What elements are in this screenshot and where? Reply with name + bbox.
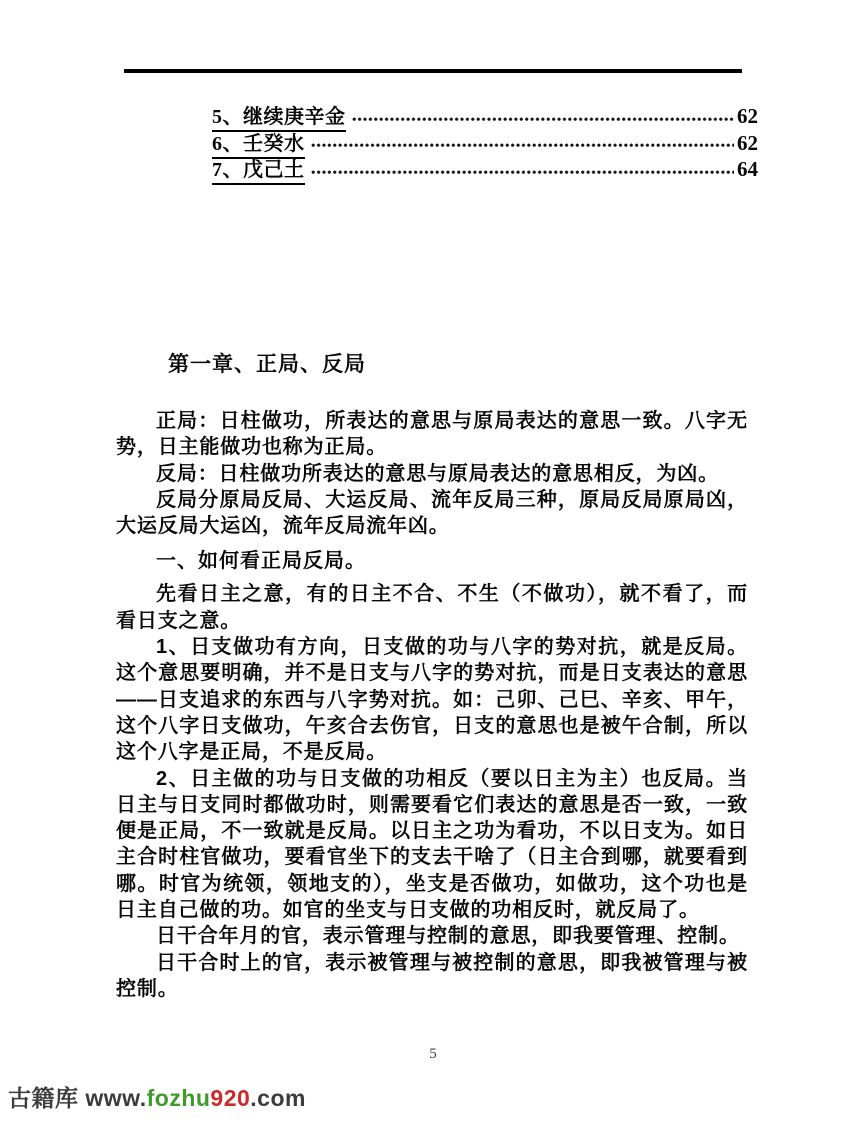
paragraph: 日干合年月的官，表示管理与控制的意思，即我要管理、控制。 [156,925,740,948]
watermark-brand-red: 920 [210,1085,251,1111]
paragraph: 日干合时上的官，表示被管理与被控制的意思，即我被管理与被控制。 [116,951,748,1000]
toc-page-number: 62 [737,104,758,128]
chapter-heading: 第一章、正局、反局 [168,353,366,376]
paragraph: 先看日主之意，有的日主不合、不生（不做功），就不看了，而看日支之意。 [116,583,748,632]
dot-leader [352,117,735,122]
watermark-site-suffix: .com [250,1085,306,1111]
toc-entry [212,153,758,180]
paragraph: 反局分原局反局、大运反局、流年反局三种，原局反局原局凶，大运反局大运凶，流年反局流年凶。 [116,488,748,538]
toc-entry-label: 5、继续庚辛金 [212,100,346,132]
toc-page-number: 62 [737,130,758,155]
paragraph: 2、日主做的功与日支做的功相反（要以日主为主）也反局。当日主与日支同时都做功时，则需要看它们表达的意思是否一致，一致便是正局，不一致就是反局。以日主之功为看功，不以日支为。如日主合时柱官做功，要看官坐下的支去干啥了（日主合到哪，就要看到哪。时官为统领，领地支的），坐支是否做功，如做功，这个功也是日主自己做的功。如官的坐支与日支做的功相反时，就反局了。 [116,767,748,922]
watermark-brand-green: fozhu [146,1085,211,1111]
table-of-contents [212,100,758,180]
section-heading: 一、如何看正局反局。 [156,550,366,573]
dot-leader [311,143,735,148]
dot-leader [311,170,735,175]
toc-entry-label: 6、壬癸水 [212,127,305,159]
paragraph: 1、日支做功有方向，日支做的功与八字的势对抗，就是反局。这个意思要明确，并不是日支与八字的势对抗，而是日支表达的意思——日支追求的东西与八字势对抗。如：己卯、己巳、辛亥、甲午，这个八字日支做功，午亥合去伤官，日支的意思也是被午合制，所以这个八字是正局，不是反局。 [116,636,748,764]
paragraph: 反局：日柱做功所表达的意思与原局表达的意思相反，为凶。 [156,462,719,485]
toc-page-number: 64 [737,157,758,181]
toc-entry [212,100,758,127]
chapter-content [116,352,748,1002]
toc-entry-label: 7、戊己土 [212,153,305,185]
page-number: 5 [429,1046,437,1062]
watermark-site-prefix: 古籍库 www. [8,1085,147,1111]
paragraph: 正局：日柱做功，所表达的意思与原局表达的意思一致。八字无势，日主能做功也称为正局。 [116,410,748,459]
toc-entry [212,127,758,154]
watermark [8,1080,306,1113]
header-rule [124,69,742,73]
